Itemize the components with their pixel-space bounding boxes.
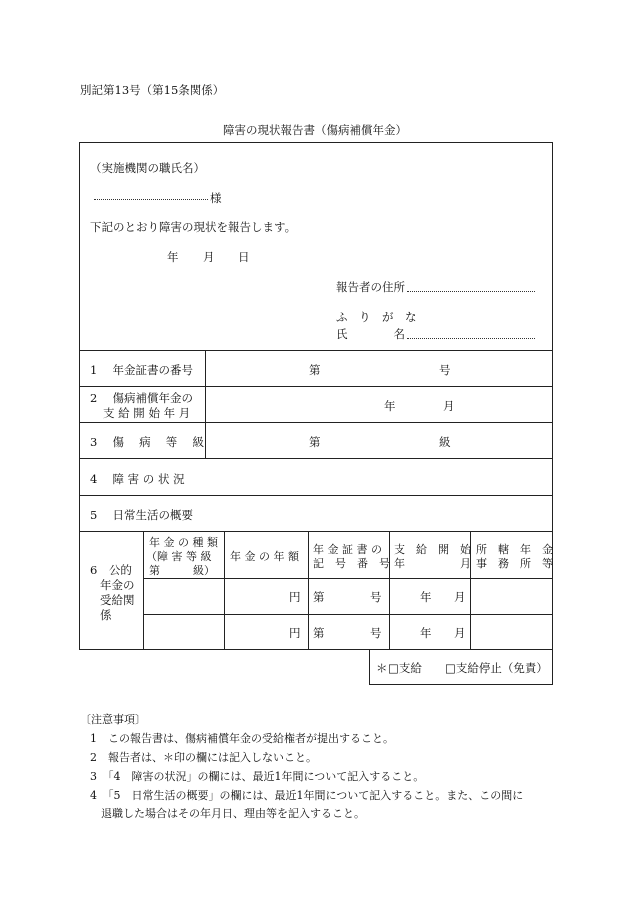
note-item: 4 「5 日常生活の概要」の欄には、最近1年間について記入すること。また、この間に (90, 789, 524, 802)
col3-head-2: 記 号 番 号 (313, 557, 390, 570)
rule-4 (79, 458, 553, 459)
asterisk-mark: ＊ (376, 661, 388, 675)
row5-label: 5 日常生活の概要 (90, 508, 193, 522)
rule-1 (79, 350, 553, 351)
note-item: 3 「4 障害の状況」の欄には、最近1年間について記入すること。 (90, 770, 425, 783)
row3-label: 3 傷 病 等 級 (90, 435, 204, 449)
col3-head-1: 年 金 証 書 の (313, 543, 382, 556)
notes-heading: 〔注意事項〕 (80, 713, 146, 726)
sama-label: 様 (210, 191, 222, 205)
pp-row1-tsuki: 月 (454, 590, 466, 604)
pp-label-1: 6 公的 (90, 563, 132, 577)
start-month-field[interactable] (220, 392, 540, 418)
col4-head-1: 支 給 開 始 (394, 543, 471, 556)
payment-checkbox[interactable]: □支給 (388, 661, 422, 675)
address-label: 報告者の住所 (336, 280, 405, 294)
addressee-line[interactable] (94, 199, 208, 200)
agency-label: （実施機関の職氏名） (90, 161, 205, 175)
rule-3 (79, 422, 553, 423)
row3-dai: 第 (309, 435, 321, 449)
col1-head-1: 年 金 の 種 類 (149, 536, 218, 549)
col4-head-2: 年 月 (394, 557, 471, 570)
pension-certificate-field[interactable] (220, 356, 540, 382)
date-month: 月 (203, 250, 215, 264)
pp-label-4: 係 (100, 608, 112, 622)
pp-row2-yen: 円 (289, 626, 301, 640)
col5-head-2: 事 務 所 等 (476, 557, 553, 570)
pp-row1-nen: 年 (420, 590, 432, 604)
pp-row1-dai: 第 (313, 590, 325, 604)
row2-label-1: 2 傷病補償年金の (90, 391, 193, 405)
row1-label: 1 年金証書の番号 (90, 363, 193, 377)
pp-divider-1 (143, 531, 144, 650)
pp-row1-yen: 円 (289, 590, 301, 604)
pp-label-3: 受給関 (100, 593, 135, 607)
pp-row2-dai: 第 (313, 626, 325, 640)
note-item: 1 この報告書は、傷病補償年金の受給権者が提出すること。 (90, 732, 394, 745)
row1-go: 号 (439, 363, 451, 377)
date-year: 年 (167, 250, 179, 264)
label-divider (205, 350, 206, 458)
pp-row1-go: 号 (370, 590, 382, 604)
row1-dai: 第 (309, 363, 321, 377)
pp-divider-3 (308, 531, 309, 650)
pp-row2-go: 号 (370, 626, 382, 640)
rule-2 (79, 386, 553, 387)
pp-row2-tsuki: 月 (454, 626, 466, 640)
page-title: 障害の現状報告書（傷病補償年金） (223, 123, 407, 137)
row2-tsuki: 月 (443, 399, 455, 413)
col1-head-3: 第 級） (149, 564, 215, 577)
rule-7 (143, 578, 553, 579)
pp-row2-nen: 年 (420, 626, 432, 640)
rule-8 (143, 614, 553, 615)
pp-divider-2 (224, 531, 225, 650)
date-day: 日 (238, 250, 250, 264)
row2-label-2: 支 給 開 始 年 月 (103, 406, 191, 420)
pp-divider-4 (389, 531, 390, 650)
furigana-label: ふ り が な (336, 310, 417, 324)
name-label: 氏 名 (336, 327, 405, 341)
pp-label-2: 年金の (100, 578, 135, 592)
row2-nen: 年 (384, 399, 396, 413)
rule-5 (79, 495, 553, 496)
note-item: 退職した場合はその年月日、理由等を記入すること。 (90, 807, 365, 820)
rule-6 (79, 531, 553, 532)
col2-head: 年 金 の 年 額 (230, 550, 299, 563)
disability-grade-field[interactable] (220, 428, 540, 454)
row4-label: 4 障 害 の 状 況 (90, 472, 185, 486)
name-field[interactable] (407, 338, 535, 339)
note-item: 2 報告者は、＊印の欄には記入しないこと。 (90, 751, 317, 764)
row3-kyu: 級 (439, 435, 451, 449)
col5-head-1: 所 轄 年 金 (476, 543, 553, 556)
col1-head-2: （障 害 等 級 (146, 550, 212, 563)
form-code: 別記第13号（第15条関係） (80, 83, 225, 97)
intro-text: 下記のとおり障害の現状を報告します。 (90, 220, 297, 234)
address-field[interactable] (407, 291, 535, 292)
suspension-checkbox[interactable]: □支給停止（免責） (445, 661, 548, 675)
